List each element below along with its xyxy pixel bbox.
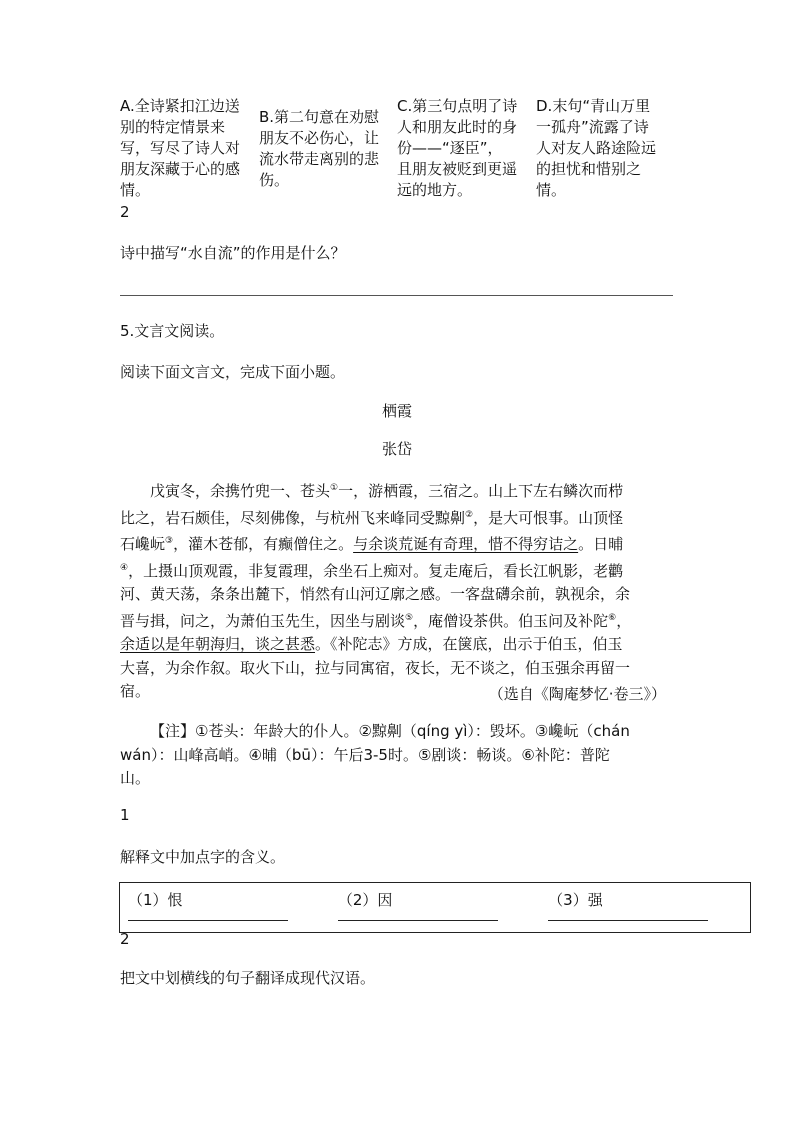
passage-text: ，庵僧设茶供。伯玉问及补陀 bbox=[413, 611, 609, 630]
option-line: 情。 bbox=[120, 181, 151, 199]
notes bbox=[120, 720, 674, 791]
option-line: A.全诗紧扣江边送 bbox=[120, 97, 240, 115]
passage-text: 比之，岩石颇佳，尽刻佛像，与杭州飞来峰同受黥劓 bbox=[120, 508, 466, 527]
option-line: 伤。 bbox=[259, 171, 290, 189]
passage-text: 河、黄天荡，条条出麓下，悄然有山河辽廓之感。一客盘礴余前，孰视余，余 bbox=[120, 585, 631, 603]
note-marker: ① bbox=[330, 483, 339, 493]
passage-text: 。日晡 bbox=[578, 535, 624, 553]
divider bbox=[120, 295, 673, 296]
option-line: 别的特定情景来 bbox=[120, 118, 226, 136]
answer-cell bbox=[120, 883, 330, 933]
passage-text: 一，游栖霞，三宿之。山上下左右鳞次而栉 bbox=[338, 482, 624, 500]
option-line: C.第三句点明了诗 bbox=[397, 97, 518, 115]
underlined-sentence: 余适以是年朝海归，谈之甚悉 bbox=[120, 635, 316, 653]
option-line: 一孤舟”流露了诗 bbox=[536, 118, 649, 136]
answer-cell bbox=[330, 883, 540, 933]
underlined-sentence: 与余谈荒诞有奇理，惜不得穷诘之 bbox=[353, 535, 579, 553]
note-marker: ⑤ bbox=[405, 612, 414, 623]
answer-blank[interactable] bbox=[338, 920, 498, 921]
article-author: 张岱 bbox=[381, 440, 412, 458]
passage-text: 石巉岏 bbox=[120, 535, 166, 553]
option-line: 远的地方。 bbox=[397, 181, 473, 199]
answer-label: （1）恨 bbox=[128, 891, 183, 909]
option-b bbox=[259, 107, 393, 191]
answer-label: （2）因 bbox=[337, 891, 393, 909]
passage-text: ，是大可恨事。山顶怪 bbox=[473, 508, 624, 527]
option-c bbox=[397, 96, 531, 201]
passage bbox=[120, 477, 674, 704]
option-line: 人和朋友此时的身 bbox=[397, 118, 518, 136]
subquestion-number: 1 bbox=[120, 806, 130, 824]
option-line: 的担忧和惜别之 bbox=[536, 160, 642, 178]
passage-text: 宿。 bbox=[120, 682, 151, 700]
notes-line: 山。 bbox=[120, 769, 151, 787]
article-title: 栖霞 bbox=[381, 402, 412, 420]
section-title: 5.文言文阅读。 bbox=[120, 322, 225, 340]
option-line: 且朋友被贬到更遥 bbox=[397, 160, 518, 178]
note-marker: ② bbox=[465, 509, 474, 520]
subquestion-text: 解释文中加点字的含义。 bbox=[120, 848, 286, 866]
answer-cell bbox=[540, 883, 750, 933]
answer-blank[interactable] bbox=[128, 920, 288, 921]
passage-text: ， bbox=[616, 611, 632, 630]
option-line: 流水带走离别的悲 bbox=[259, 150, 380, 168]
notes-line: 【注】①苍头：年龄大的仆人。②黥劓（qíng yì）：毁坏。③巉岏（chán bbox=[150, 722, 630, 740]
answer-label: （3）强 bbox=[548, 891, 603, 909]
passage-text: ，灌木苍郁，有癫僧住之。 bbox=[173, 535, 354, 553]
passage-text: 晋与揖，问之，为萧伯玉先生，因坐与剧谈 bbox=[120, 611, 406, 630]
option-line: 写，写尽了诗人对 bbox=[120, 139, 241, 157]
passage-text: 大喜，为余作叙。取火下山，拉与同寓宿，夜长，无不谈之，伯玉强余再留一 bbox=[120, 658, 631, 677]
instruction: 阅读下面文言文，完成下面小题。 bbox=[120, 363, 346, 381]
source-citation: （选自《陶庵梦忆·卷三》） bbox=[488, 685, 666, 703]
question-number: 2 bbox=[120, 203, 130, 221]
passage-text: ，上摄山顶观霞，非复霞理，余坐石上痴对。复走庵后，看长江帆影，老鹳 bbox=[128, 561, 624, 580]
subquestion-number: 2 bbox=[120, 930, 130, 948]
option-line: D.末句“青山万里 bbox=[536, 97, 651, 115]
note-marker: ⑥ bbox=[608, 612, 617, 623]
notes-line: wán）：山峰高峭。④晡（bū）：午后3-5时。⑤剧谈：畅谈。⑥补陀：普陀 bbox=[120, 745, 610, 764]
option-line: 朋友不必伤心，让 bbox=[259, 129, 380, 147]
option-a bbox=[120, 96, 254, 201]
passage-text: 。《补陀志》方成，在箧底，出示于伯玉，伯玉 bbox=[315, 635, 623, 653]
subquestion-text: 把文中划横线的句子翻译成现代汉语。 bbox=[120, 969, 376, 987]
option-line: 份——“逐臣”， bbox=[397, 139, 503, 157]
option-line: B.第二句意在劝慰 bbox=[259, 108, 380, 126]
note-marker: ③ bbox=[165, 536, 174, 546]
passage-text: 戊寅冬，余携竹兜一、苍头 bbox=[150, 482, 331, 500]
note-marker: ④ bbox=[120, 562, 129, 573]
option-line: 朋友深藏于心的感 bbox=[120, 160, 241, 178]
option-d bbox=[536, 96, 670, 201]
answer-blank[interactable] bbox=[548, 920, 708, 921]
question-text: 诗中描写“水自流”的作用是什么？ bbox=[120, 244, 346, 262]
answer-table bbox=[119, 882, 751, 933]
option-line: 情。 bbox=[536, 181, 567, 199]
option-line: 人对友人路途险远 bbox=[536, 139, 657, 157]
